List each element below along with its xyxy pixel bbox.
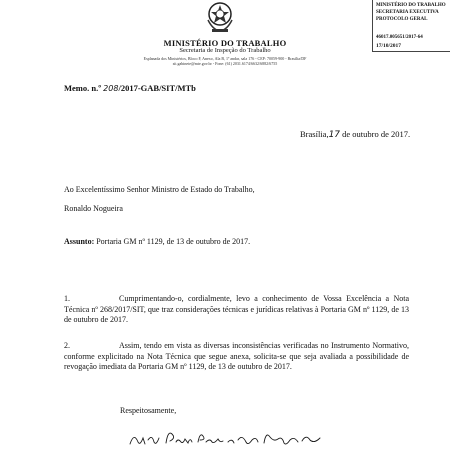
memo-reference [64,83,196,93]
protocol-stamp [372,0,450,52]
date-handwritten-day: 17 [328,130,341,140]
subject-label: Assunto: [64,237,95,246]
handwritten-signature [128,428,328,450]
date-city: Brasília, [300,129,329,139]
stamp-date: 17/10/2017 [376,43,402,49]
stamp-line-2: SECRETARIA EXECUTIVA [376,10,439,15]
addressee-line-2: Ronaldo Nogueira [64,204,123,213]
paragraph-1-text: Cumprimentando-o, cordialmente, levo a conhecimento de Vossa Excelência a Nota Técnica nº 268/2017/SIT, que traz considerações técnicas e jurídicas relativas à Portaria GM nº 1129, de 13 de outubro de 2017. [64,294,409,324]
subject-line [64,236,250,247]
body-paragraph-2 [64,341,409,373]
closing-salutation: Respeitosamente, [120,406,177,415]
stamp-protocol-number: 46017.005651/2017-64 [376,35,423,40]
paragraph-1-number: 1. [64,294,70,303]
address-block [0,56,450,66]
paragraph-2-text: Assim, tendo em vista as diversas inconsistências verificadas no Instrumento Normativo, conforme explicitado na Nota Técnica que segue anexa, solicita-se que seja avaliada a possibilidade de revogação imediata da Portaria GM nº 1129, de 13 de outubro de 2017. [64,341,409,371]
coat-of-arms-seal [205,0,235,34]
address-line-1: Esplanada dos Ministérios, Bloco F, Anexo, Ala B, 1º andar, sala 176 - CEP: 70059-900 - Brasília/DF [143,56,307,61]
memo-suffix: /2017-GAB/SIT/MTb [118,83,196,93]
address-line-2: sit.gabinete@mte.gov.br - Fone: (61) 2031.6174/6632/6882/6755 [172,61,278,66]
body-paragraph-1 [64,294,409,326]
stamp-line-3: PROTOCOLO GERAL [376,17,428,22]
stamp-line-1: MINISTÉRIO DO TRABALHO [376,3,446,8]
date-rest: de outubro de 2017. [342,129,411,139]
paragraph-2-number: 2. [64,341,70,350]
subject-text: Portaria GM nº 1129, de 13 de outubro de 2017. [96,237,251,246]
memo-prefix: Memo. n.º [64,83,102,93]
date-line [300,129,410,140]
memo-handwritten-number: 208 [103,84,119,93]
secretariat-name: Secretaria de Inspeção do Trabalho [179,47,271,54]
addressee-line-1: Ao Excelentíssimo Senhor Ministro de Estado do Trabalho, [64,185,255,194]
ministry-name: MINISTÉRIO DO TRABALHO [163,38,287,48]
